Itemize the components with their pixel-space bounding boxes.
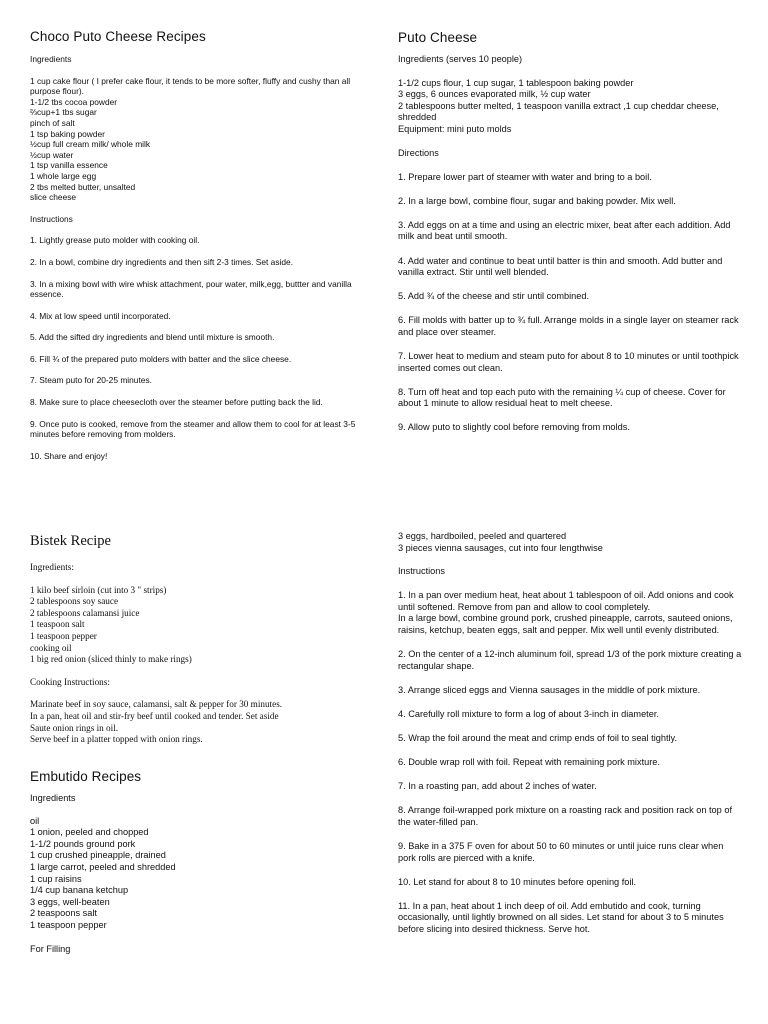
choco-ingredient: 1 whole large egg [30, 170, 97, 181]
choco-step: 6. Fill ¾ of the prepared puto molders with batter and the slice cheese. [30, 353, 292, 364]
puto-ingredient: 3 eggs, 6 ounces evaporated milk, ½ cup water [398, 89, 591, 100]
embutido-ingredient: 1 onion, peeled and chopped [30, 827, 149, 838]
embutido-step: 6. Double wrap roll with foil. Repeat with remaining pork mixture. [398, 757, 660, 768]
bistek-section [30, 533, 370, 746]
puto-cheese-title: Puto Cheese [398, 30, 478, 45]
embutido-ingredient: oil [30, 815, 40, 826]
embutido-step: 3. Arrange sliced eggs and Vienna sausages in the middle of pork mixture. [398, 684, 701, 695]
bistek-ingredient: 1 big red onion (sliced thinly to make rings) [30, 654, 192, 665]
choco-steps [30, 235, 365, 461]
choco-instructions-heading: Instructions [30, 213, 73, 224]
bistek-instruction: Serve beef in a platter topped with onion rings. [30, 734, 203, 745]
puto-step: 1. Prepare lower part of steamer with water and bring to a boil. [398, 171, 652, 182]
puto-steps [398, 172, 743, 434]
choco-ingredient: pinch of salt [30, 117, 75, 128]
embutido-ingredient: 1 cup crushed pineapple, drained [30, 850, 166, 861]
puto-serves: Ingredients (serves 10 people) [398, 54, 523, 64]
puto-step: 4. Add water and continue to beat until batter is thin and smooth. Add butter and vanilla extract. Stir until well blended. [398, 255, 723, 278]
puto-step: 7. Lower heat to medium and steam puto for about 8 to 10 minutes or until toothpick inserted comes out clean. [398, 351, 739, 373]
puto-step: 5. Add ¾ of the cheese and stir until combined. [398, 291, 590, 302]
choco-puto-title: Choco Puto Cheese Recipes [30, 29, 206, 44]
embutido-step: 5. Wrap the foil around the meat and crimp ends of foil to seal tightly. [398, 733, 678, 744]
puto-step: 3. Add eggs on at a time and using an electric mixer, beat after each addition. Add milk and beat until smooth. [398, 219, 731, 242]
embutido-filling-item: 3 eggs, hardboiled, peeled and quartered [398, 531, 567, 541]
bistek-instruction: Marinate beef in soy sauce, calamansi, salt & pepper for 30 minutes. [30, 699, 283, 710]
bistek-ingredient: 2 tablespoons soy sauce [30, 596, 119, 607]
puto-ingredient: 2 tablespoons butter melted, 1 teaspoon vanilla extract ,1 cup cheddar cheese, shredded [398, 100, 719, 123]
choco-step: 10. Share and enjoy! [30, 450, 108, 461]
embutido-step: 4. Carefully roll mixture to form a log of about 3-inch in diameter. [398, 708, 659, 719]
embutido-step: 1. In a pan over medium heat, heat about 1 tablespoon of oil. Add onions and cook until softened. Remove from pan and allow to cool completely. [398, 590, 734, 612]
embutido-section [30, 769, 370, 955]
embutido-ingredient: 1 large carrot, peeled and shredded [30, 861, 176, 872]
puto-directions-heading: Directions [398, 147, 439, 158]
bistek-title: Bistek Recipe [30, 533, 111, 549]
bistek-instructions-list [30, 699, 370, 745]
embutido-step: 7. In a roasting pan, add about 2 inches of water. [398, 781, 597, 792]
embutido-steps [398, 590, 743, 935]
bistek-instruction: Saute onion rings in oil. [30, 722, 119, 733]
embutido-step: 10. Let stand for about 8 to 10 minutes before opening foil. [398, 876, 637, 887]
choco-ingredient: ½cup full cream milk/ whole milk [30, 139, 151, 150]
embutido-ingredients-list [30, 816, 370, 932]
bistek-ingredient: 1 kilo beef sirloin (cut into 3 " strips) [30, 584, 167, 595]
embutido-continued-section [398, 531, 743, 936]
bistek-ingredient: 1 teaspoon salt [30, 619, 85, 630]
puto-ingredients-list [398, 78, 743, 136]
choco-step: 8. Make sure to place cheesecloth over the steamer before putting back the lid. [30, 397, 323, 408]
choco-step: 4. Mix at low speed until incorporated. [30, 310, 171, 321]
puto-cheese-section [398, 30, 743, 434]
embutido-ingredient: 1-1/2 pounds ground pork [30, 838, 136, 849]
choco-puto-section [30, 29, 365, 461]
choco-ingredient: 1-1/2 tbs cocoa powder [30, 96, 118, 107]
embutido-ingredient: 1/4 cup banana ketchup [30, 885, 129, 896]
embutido-filling-list [398, 531, 743, 554]
puto-step: 6. Fill molds with batter up to ¾ full. Arrange molds in a single layer on steamer rack and place over steamer. [398, 315, 739, 337]
choco-step: 9. Once puto is cooked, remove from the steamer and allow them to cool for at least 3-5 minutes before removing from molders. [30, 418, 356, 440]
embutido-ingredient: 1 cup raisins [30, 873, 82, 884]
bistek-ingredient: 1 teaspoon pepper [30, 630, 97, 641]
embutido-step: 9. Bake in a 375 F oven for about 50 to 60 minutes or until juice runs clear when pork rolls are pierced with a knife. [398, 841, 724, 863]
embutido-step: 2. On the center of a 12-inch aluminum foil, spread 1/3 of the pork mixture creating a rectangular shape. [398, 649, 742, 671]
bistek-ingredient: cooking oil [30, 642, 72, 653]
bistek-instructions-heading: Cooking Instructions: [30, 676, 110, 687]
puto-step: 2. In a large bowl, combine flour, sugar and baking powder. Mix well. [398, 195, 676, 206]
choco-ingredient: 1 cup cake flour ( I prefer cake flour, it tends to be more softer, fluffy and cushy than all purpose flour). [30, 75, 351, 97]
choco-ingredient: ½cup water [30, 149, 74, 160]
choco-step: 2. In a bowl, combine dry ingredients and then sift 2-3 times. Set aside. [30, 256, 294, 267]
choco-ingredient: 1 tsp baking powder [30, 128, 105, 139]
puto-step: 8. Turn off heat and top each puto with the remaining ¼ cup of cheese. Cover for about 1 minute to allow residual heat to melt cheese. [398, 386, 726, 409]
embutido-instructions-heading: Instructions [398, 566, 445, 577]
embutido-ingredient: 3 eggs, well-beaten [30, 896, 110, 907]
puto-ingredient: Equipment: mini puto molds [398, 123, 512, 134]
choco-ingredient: 2 tbs melted butter, unsalted [30, 181, 136, 192]
choco-ingredients-heading: Ingredients [30, 54, 72, 64]
bistek-instruction: In a pan, heat oil and stir-fry beef until cooked and tender. Set aside [30, 710, 279, 721]
puto-step: 9. Allow puto to slightly cool before removing from molds. [398, 422, 630, 433]
puto-ingredient: 1-1/2 cups flour, 1 cup sugar, 1 tablespoon baking powder [398, 77, 634, 88]
bistek-ingredients-list [30, 585, 370, 666]
choco-step: 3. In a mixing bowl with wire whisk attachment, pour water, milk,egg, buttter and vanilla essence. [30, 278, 352, 300]
embutido-ingredient: 1 teaspoon pepper [30, 919, 107, 930]
embutido-step: 8. Arrange foil-wrapped pork mixture on a roasting rack and position rack on top of the water-filled pan. [398, 805, 732, 827]
embutido-ingredients-heading: Ingredients [30, 793, 76, 803]
choco-ingredient: slice cheese [30, 192, 77, 203]
bistek-ingredient: 2 tablespoons calamansi juice [30, 607, 140, 618]
choco-step: 7. Steam puto for 20-25 minutes. [30, 375, 152, 386]
choco-step: 1. Lightly grease puto molder with cooking oil. [30, 235, 200, 246]
choco-ingredients-list [30, 76, 365, 203]
choco-step: 5. Add the sifted dry ingredients and blend until mixture is smooth. [30, 332, 275, 343]
embutido-step: 11. In a pan, heat about 1 inch deep of oil. Add embutido and cook, turning occasionally, until lightly browned on all sides. Let stand for about 3 to 5 minutes before slicing into desired thickness. Serve hot. [398, 900, 724, 934]
embutido-step-continued: In a large bowl, combine ground pork, crushed pineapple, carrots, sauteed onions, raisins, ketchup, beaten eggs, salt and pepper. Mix well until evenly distributed. [398, 613, 733, 636]
embutido-filling-item: 3 pieces vienna sausages, cut into four lengthwise [398, 542, 603, 553]
choco-ingredient: 1 tsp vanilla essence [30, 160, 108, 171]
choco-ingredient: ⅔cup+1 tbs sugar [30, 107, 97, 118]
embutido-title: Embutido Recipes [30, 769, 142, 784]
bistek-ingredients-heading: Ingredients: [30, 562, 74, 572]
embutido-ingredient: 2 teaspoons salt [30, 908, 97, 919]
embutido-filling-heading: For Filling [30, 943, 71, 954]
